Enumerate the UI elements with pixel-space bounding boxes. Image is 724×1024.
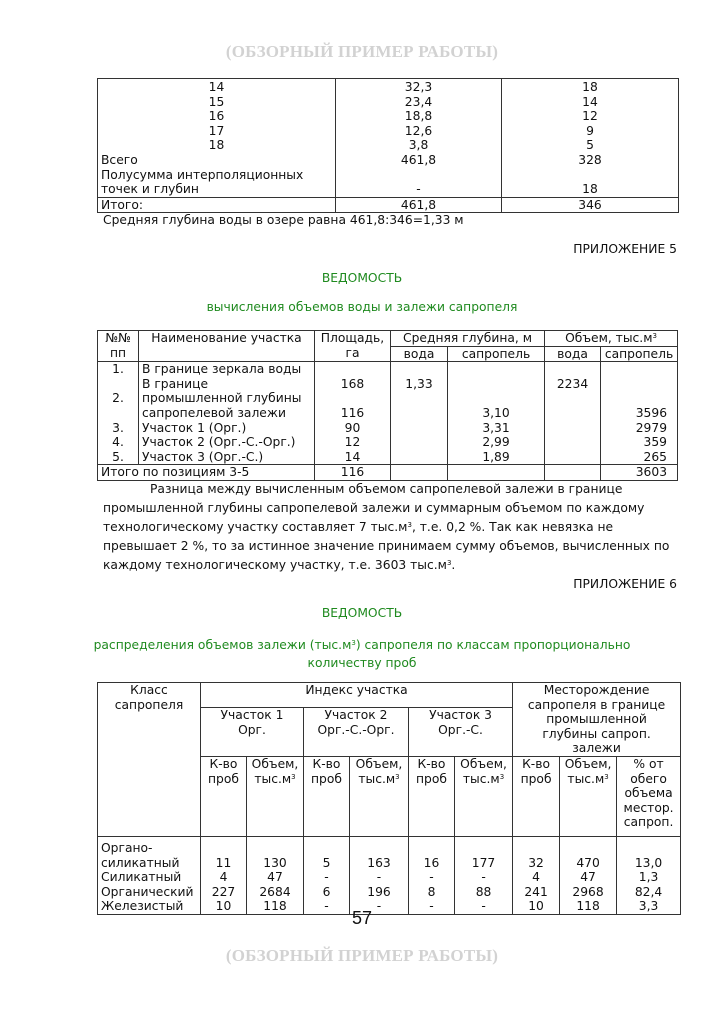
col-num [98, 362, 139, 465]
col-p1-count: 11 4 227 10 [201, 836, 247, 914]
text: технологическому участку составляет 7 тыс.м [103, 520, 408, 534]
cell: 9 [586, 123, 594, 138]
appendix-5-label: ПРИЛОЖЕНИЕ 5 [573, 242, 677, 256]
cell: В границе зеркала воды [142, 362, 302, 377]
cell [545, 465, 601, 481]
cell: Участок 3 (Орг.-С.) [142, 449, 264, 464]
appendix-6-subtitle [0, 636, 724, 672]
header-area-2: га [345, 345, 360, 360]
cell: промышленной глубины [142, 391, 302, 406]
text: залежи [572, 741, 621, 756]
header-volume-text: Объем, тыс.м [565, 331, 653, 345]
text: сапропеля [114, 697, 184, 712]
half-sum-b: 18 [582, 182, 598, 197]
header-vol-sapropel: сапропель [601, 346, 678, 362]
col-p3-count: 16 - 8 - [409, 836, 455, 914]
text: , т.е. 0,2 %. Так как невязка не [411, 520, 614, 534]
cell: 1,33 [405, 376, 433, 391]
cell: 5 [586, 138, 594, 153]
col-depth-water [391, 362, 448, 465]
header-plot-3 [409, 708, 513, 757]
cell: 15 [208, 94, 225, 109]
cell: 3. [112, 420, 124, 435]
cell: 2979 [635, 420, 668, 435]
cell: 2,99 [482, 435, 510, 450]
itogo-a: 461,8 [336, 197, 502, 213]
header-area [315, 331, 391, 362]
text: Класс [130, 683, 168, 697]
text: сапропеля в границе [527, 697, 666, 712]
cell: 90 [344, 420, 361, 435]
volume-table [97, 330, 678, 481]
text: промышленной [546, 712, 647, 727]
cell: 12 [344, 435, 361, 450]
difference-paragraph [103, 480, 683, 575]
header-num-1: №№ [105, 331, 131, 345]
text: . [451, 558, 456, 572]
cell: 1,89 [482, 449, 510, 464]
itogo-label: Итого: [98, 197, 336, 213]
col-p2-volume: 163 - 196 - [350, 836, 409, 914]
itogo-b: 346 [502, 197, 679, 213]
header-index: Индекс участка [201, 683, 513, 708]
cell: 14 [344, 449, 361, 464]
header-plot-2 [304, 708, 409, 757]
header-volume: Объем, $тыс.м^3$ [560, 756, 617, 836]
header-count: К-во проб [409, 756, 455, 836]
header-volume: Объем, $тыс.м^3$ [455, 756, 513, 836]
text: Орг. [238, 722, 266, 737]
text: количеству проб [307, 656, 417, 670]
text: Участок 3 [429, 708, 492, 723]
table-body [98, 836, 681, 914]
cell [391, 465, 448, 481]
header-num [98, 331, 139, 362]
cell: 18 [208, 138, 225, 153]
cell: 5. [112, 449, 124, 464]
half-sum-label: Полусумма интерполяционных [101, 167, 304, 182]
col-p1-volume: 130 47 2684 118 [247, 836, 304, 914]
cell: 16 [208, 109, 225, 124]
col-depth-sapropel [448, 362, 545, 465]
cell: 1. [112, 362, 124, 377]
total-a: 461,8 [400, 152, 437, 167]
col-area [315, 362, 391, 465]
para-line: превышает 2 %, то за истинное значение принимаем сумму объемов, вычисленных по [103, 539, 670, 553]
cell: 3596 [635, 405, 668, 420]
cell: В границе [142, 376, 209, 391]
total-label: Итого по позициям 3-5 [98, 465, 315, 481]
depth-sum-table [97, 78, 679, 213]
cell [448, 465, 545, 481]
header-area-1: Площадь, [320, 331, 385, 345]
appendix-6-label: ПРИЛОЖЕНИЕ 6 [573, 577, 677, 591]
total-vol-sapropel: 3603 [601, 465, 678, 481]
cell: Участок 2 (Орг.-С.-Орг.) [142, 435, 296, 450]
cell: сапропелевой залежи [142, 405, 286, 420]
text: распределения объемов залежи (тыс.м [93, 638, 352, 652]
col-p2-count: 5 - 6 - [304, 836, 350, 914]
superscript: 3 [351, 639, 356, 647]
cell: 359 [643, 435, 668, 450]
para-line [103, 518, 683, 537]
superscript: 3 [652, 332, 657, 340]
col-name [139, 362, 315, 465]
cell: 116 [340, 405, 365, 420]
cell: 3,10 [482, 405, 510, 420]
header-volume: Объем, $тыс.м^3$ [247, 756, 304, 836]
header-count: К-во проб [513, 756, 560, 836]
header-avg-depth: Средняя глубина, м [391, 331, 545, 347]
cell: 32,3 [404, 80, 433, 94]
col-deposit-count: 32 4 241 10 [513, 836, 560, 914]
header-num-2: пп [109, 345, 127, 360]
superscript: 3 [446, 559, 452, 567]
cell: 12 [582, 109, 598, 124]
superscript: 3 [407, 521, 412, 529]
cell: 14 [208, 80, 225, 94]
text: Орг.-С. [438, 722, 483, 737]
header-volume: Объем, $тыс.м^3$ [350, 756, 409, 836]
cell: 4. [112, 435, 124, 450]
cell: 17 [208, 123, 225, 138]
col-p3-volume: 177 - 88 - [455, 836, 513, 914]
cell: 168 [340, 376, 365, 391]
total-b: 328 [578, 152, 602, 167]
para-line: промышленной глубины сапропелевой залежи и суммарным объемом по каждому [103, 501, 645, 515]
col-b [502, 79, 679, 198]
cell: 3,31 [482, 420, 510, 435]
para-line: Разница между вычисленным объемом сапропелевой залежи в границе [150, 482, 623, 496]
cell: 265 [643, 449, 668, 464]
appendix-6-title: ВЕДОМОСТЬ [321, 606, 403, 620]
text: ) сапропеля по классам пропорционально [355, 638, 631, 652]
cell: 18 [582, 80, 598, 94]
half-sum-a: - [416, 182, 421, 197]
col-deposit-volume: 470 47 2968 118 [560, 836, 617, 914]
half-sum-label-2: точек и глубин [101, 182, 199, 197]
header-plot-1 [201, 708, 304, 757]
text: Участок 1 [220, 708, 284, 723]
header-class [98, 683, 201, 837]
page-number: 57 [351, 908, 373, 928]
header-count: К-во проб [304, 756, 350, 836]
itogo-row [98, 197, 679, 213]
watermark-bottom: (ОБЗОРНЫЙ ПРИМЕР РАБОТЫ) [225, 946, 499, 965]
text: Орг.-С.-Орг. [317, 722, 395, 737]
cell: 12,6 [404, 123, 433, 138]
header-deposit [513, 683, 681, 757]
col-class: Органо- силикатный Силикатный Органический Железистый [98, 836, 201, 914]
appendix-5-title: ВЕДОМОСТЬ [321, 271, 403, 285]
header-depth-water: вода [391, 346, 448, 362]
header-vol-water: вода [545, 346, 601, 362]
table-body [98, 362, 678, 465]
header-name: Наименование участка [139, 331, 315, 362]
col-vol-sapropel [601, 362, 678, 465]
cell: 2. [112, 391, 124, 406]
class-distribution-table [97, 682, 681, 915]
text: Месторождение [543, 683, 650, 697]
cell: 3,8 [408, 138, 429, 153]
col-vol-water [545, 362, 601, 465]
col-deposit-percent: 13,0 1,3 82,4 3,3 [617, 836, 681, 914]
row-labels [98, 79, 336, 198]
cell: Участок 1 (Орг.) [142, 420, 247, 435]
header-depth-sapropel: сапропель [448, 346, 545, 362]
appendix-5-subtitle: вычисления объемов воды и залежи сапропеля [206, 300, 518, 314]
para-line [103, 556, 683, 575]
total-row [98, 465, 678, 481]
cell: 18,8 [404, 109, 433, 124]
watermark-top: (ОБЗОРНЫЙ ПРИМЕР РАБОТЫ) [225, 42, 499, 61]
avg-depth-text: Средняя глубина воды в озере равна 461,8:346=1,33 м [103, 213, 464, 227]
header-volume [545, 331, 678, 347]
cell: 14 [582, 94, 598, 109]
header-count: К-во проб [201, 756, 247, 836]
text: глубины сапроп. [542, 726, 651, 741]
total-label: Всего [101, 152, 138, 167]
cell: 23,4 [404, 94, 433, 109]
text: каждому технологическому участку, т.е. 3603 тыс.м [103, 558, 447, 572]
col-a [336, 79, 502, 198]
text: Участок 2 [324, 708, 388, 723]
header-percent: % от обего объема местор. сапроп. [617, 756, 681, 836]
cell: 2234 [556, 376, 589, 391]
total-area: 116 [315, 465, 391, 481]
